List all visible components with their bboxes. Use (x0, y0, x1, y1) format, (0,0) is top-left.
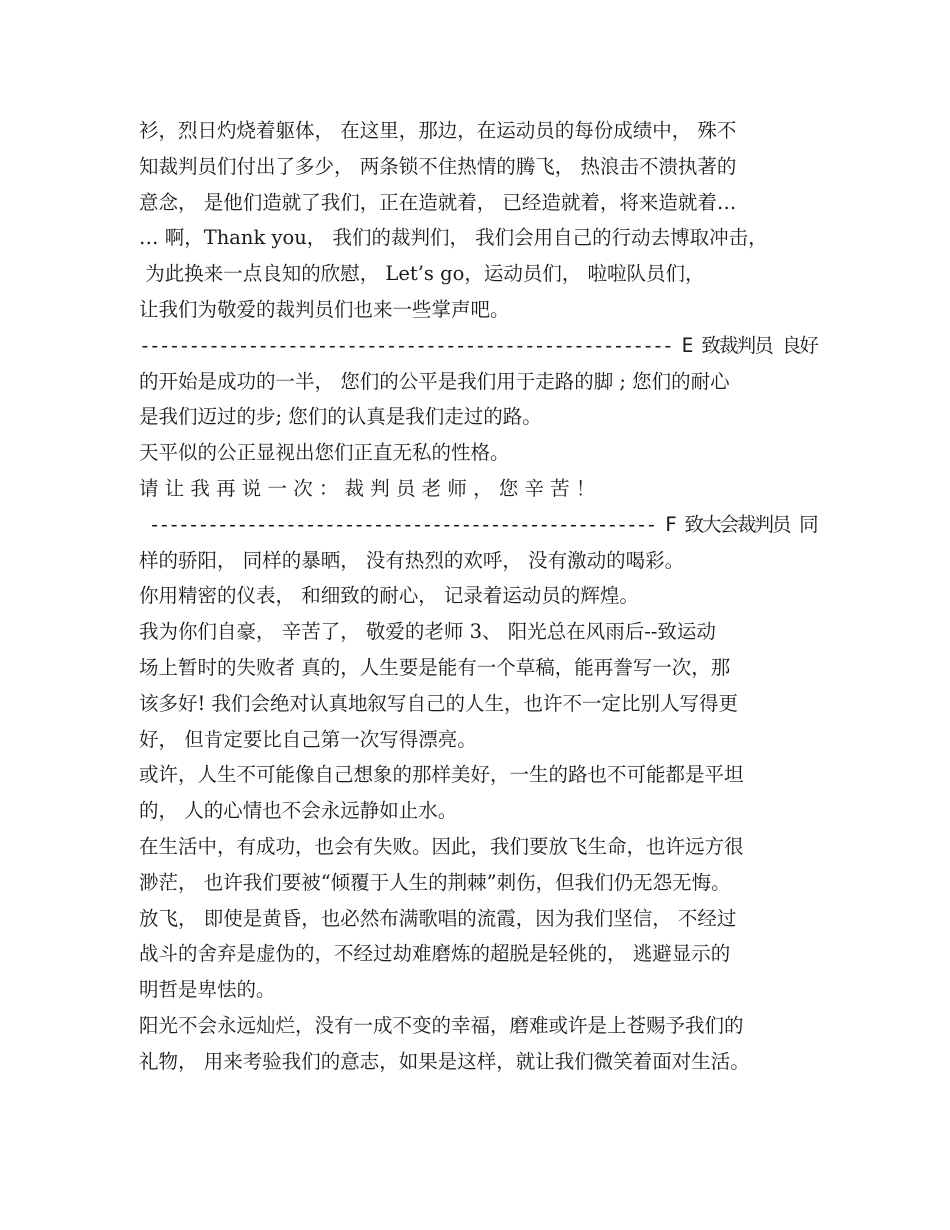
text-line: 衫，烈日灼烧着躯体， 在这里，那边，在运动员的每份成绩中， 殊不 (139, 119, 737, 142)
text-line: 放飞， 即使是黄昏，也必然布满歌唱的流霞，因为我们坚信， 不经过 (139, 906, 737, 930)
text-line: 该多好! 我们会绝对认真地叙写自己的人生，也许不一定比别人写得更 (139, 691, 739, 715)
text-line: 好， 但肯定要比自己第一次写得漂亮。 (139, 727, 477, 751)
text-line: 战斗的舍弃是虚伪的，不经过劫难磨炼的超脱是轻佻的， 逃避显示的 (139, 942, 731, 966)
text-line: 或许，人生不可能像自己想象的那样美好，一生的路也不可能都是平坦 (139, 763, 744, 787)
text-line: 在生活中，有成功，也会有失败。因此，我们要放飞生命，也许远方很 (139, 834, 744, 858)
text-line: 是我们迈过的步; 您们的认真是我们走过的路。 (139, 405, 542, 429)
text-line: 知裁判员们付出了多少， 两条锁不住热情的腾飞， 热浪击不溃执著的 (139, 154, 737, 178)
text-line: 场上暂时的失败者 真的，人生要是能有一个草稿，能再誊写一次，那 (139, 655, 731, 679)
section-divider-f: ---------------------------------------------------- F 致大会裁判员 同 (139, 512, 817, 536)
text-line: 的开始是成功的一半， 您们的公平是我们用于走路的脚 ; 您们的耐心 (139, 369, 730, 393)
section-divider-e: ------------------------------------------------------ E 致裁判员 良好 (139, 333, 818, 357)
text-line: 样的骄阳， 同样的暴晒， 没有热烈的欢呼， 没有激动的喝彩。 (139, 548, 685, 572)
text-line: 你用精密的仪表， 和细致的耐心， 记录着运动员的辉煌。 (139, 584, 639, 608)
text-line: … 啊，Thank you， 我们的裁判们， 我们会用自己的行动去博取冲击， (139, 226, 768, 250)
text-line: 为此换来一点良知的欣慰， Let’s go，运动员们， 啦啦队员们， (139, 262, 705, 286)
text-line: 礼物， 用来考验我们的意志，如果是这样，就让我们微笑着面对生活。 (139, 1049, 750, 1073)
text-line: 的， 人的心情也不会永远静如止水。 (139, 799, 458, 823)
text-line: 意念， 是他们造就了我们，正在造就着， 已经造就着，将来造就着… (139, 190, 737, 214)
text-line: 渺茫， 也许我们要被“倾覆于人生的荆棘”刺伤，但我们仍无怨无悔。 (139, 870, 731, 894)
text-line: 阳光不会永远灿烂，没有一成不变的幸福，磨难或许是上苍赐予我们的 (139, 1013, 744, 1037)
body-text (139, 113, 819, 1080)
text-line: 明哲是卑怯的。 (139, 978, 276, 1002)
text-line: 让我们为敬爱的裁判员们也来一些掌声吧。 (139, 297, 510, 321)
text-line: 我为你们自豪， 辛苦了， 敬爱的老师 3、 阳光总在风雨后--致运动 (139, 620, 716, 644)
text-line-spaced: 请 让 我 再 说 一 次 ： 裁 判 员 老 师 ， 您 辛 苦 ！ (139, 476, 596, 500)
text-line: 天平似的公正显视出您们正直无私的性格。 (139, 441, 510, 465)
